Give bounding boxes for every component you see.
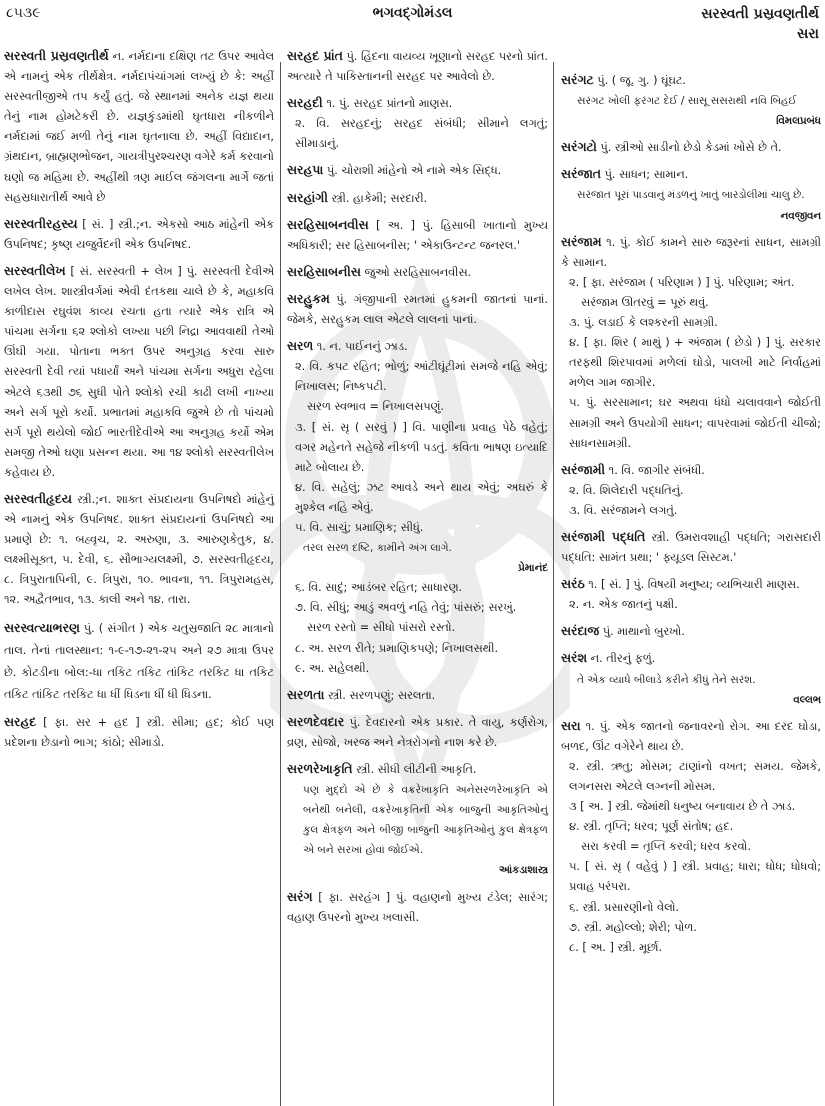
sense: ૬. વિ. સાદું; આડંબર રહિત; સાધારણ. [295,581,463,595]
dictionary-entry [4,261,274,483]
sense: ૨. વિ. શિલેદારી પદ્ધતિનું. [569,483,684,497]
usage-example: સરંજામ ઊતરવું = પૂરું થવું. [581,295,709,309]
dictionary-entry [287,887,548,928]
definition: જુઓ સરહિસાબનવીસ. [360,265,472,279]
headword: સરહિસાબનીસ [287,263,361,279]
sense: ૪. સ્ત્રી. તૃપ્તિ; ધરવ; પૂર્ણ સંતોષ; હદ. [569,820,734,834]
definition: [ સં. ] સ્ત્રી.;ન. એકસો આઠ માંહેની એક ઉપનિષદ; કૃષ્ણ યજુર્વેદની એક ઉપનિષદ. [4,217,274,251]
sense: ૨. ન. એક જાતનું પક્ષી. [569,598,678,612]
sense: ૪. [ ફા. શિર ( માથું ) + અંજામ ( છેડો ) ] પું. સરકાર તરફથી શિરપાવમાં મળેલાં ઘોડો, પાલખી માટે નિર્વાહમાં મળેલ ગામ જાગીર. [569,336,821,390]
quotation: તરલ સરળ દષ્ટિ, કામીને અંગ લાગે. [303,542,452,555]
quotation-source: વલ્લભ [793,693,821,706]
guide-words [701,4,819,44]
definition: પું. દેવદારનો એક પ્રકાર. તે વાયુ, કર્ણરોગ, વ્રણ, સોજો, ખરજ અને નેત્રરોગનો નાશ કરે છે. [287,715,548,749]
sense: ૫. [ સં. સૃ ( વહેવું ) ] સ્ત્રી. પ્રવાહ; ધારા; ધોધ; ધોધવો; પ્રવાહ પરંપરા. [569,860,821,894]
usage-example: સરળ સ્વભાવ = નિખાલસપણું. [307,400,445,414]
quotation-source: વિમલપ્રબંધ [776,115,821,128]
usage-example: સરા કરવી = તૃપ્તિ કરવી; ધરવ કરવો. [581,840,751,854]
definition: પું. માથાનો બુરખો. [599,625,685,639]
dictionary-entry [287,289,548,330]
sense: ૩ [ અ. ] સ્ત્રી. જેમાંથી ધનુષ્ય બનાવાય છે તે ઝાડ. [569,800,796,814]
sense: ૮. [ અ. ] સ્ત્રી. મૂર્છા. [569,940,663,954]
headword: સરંગ [287,888,313,904]
dictionary-entry [287,336,548,679]
definition: સ્ત્રી. સીધી લીટીની આકૃતિ. [352,763,477,776]
usage-example: સરળ રસ્તો = સીધો પાંસરો રસ્તો. [307,621,456,635]
dictionary-entry [287,712,548,753]
page-number: ૮૫૩૯ [6,5,41,21]
headword: સરહદી [287,95,323,111]
definition: ૧. પું. કોઈ કામને સારુ જરૂરનાં સાધન, સામગ્રી કે સામાન. [561,235,821,269]
quotation: પણ મુદ્દો એ છે કે વક્રરેખાકૃતિ અનેસરળરેખાકૃતિ એ બનેથી બનેલી, વક્રરેખાકૃતિની એક બાજુની આકૃતિઓનું કુલ ક્ષેત્રફળ અને બીજી બાજુની આકૃતિઓનું કુલ ક્ષેત્રફળ એ બને સરખાં હોવાં જોઈએ. [303,784,548,857]
headword: સરળતા [287,686,325,702]
dictionary-entry [287,685,548,706]
headword: સરસ્વતીરહસ્ય [4,215,78,231]
headword: સરસ્વતી પ્રસ્રવણતીર્થ [4,48,109,63]
column-1 [4,46,274,759]
quotation: સરંગટ ખોલી ફરંગટ દેઈ / સાસૂ સસરાથી નવિ બિહઈ [577,95,797,108]
sense: ૩. પું. લડાઈ કે લશ્કરની સામગ્રી. [569,316,718,330]
headword: સરંજામી [561,461,606,477]
headword: સરંગટ [561,72,594,87]
column-divider-2 [553,62,554,1106]
column-divider-1 [280,62,281,1106]
definition: [ અ. ] પું. હિસાબી ખાતાનો મુખ્ય અધિકારી; સર હિસાબનીસ; ' એકાઉન્ટન્ટ જનરલ.' [287,218,548,252]
headword: સરંજાત [561,166,601,182]
definition: [ ફા. સરહંગ ] પું. વહાણનો મુખ્ય ટંડેલ; સારંગ; વહાણ ઉપરનો મુખ્ય ખલાસી. [287,890,548,924]
headword: સરા [561,717,581,733]
headword: સરસ્વત્યાભરણ [4,619,80,635]
sense: ૭. વિ. સીધું; આડું અવળું નહિ તેવું; પાંસરું; સરખું. [295,601,517,615]
definition: ૧. પું. એક જાતનો જનાવરનો રોગ. આ દરદ ઘોડા, બળદ, ઊંટ વગેરેને થાય છે. [561,719,821,753]
definition: ન. નર્મદાના દક્ષિણ તટ ઉપર આવેલ એ નામનું એક તીર્થક્ષેત્ર. નર્મદાપંચાંગમાં લખ્યું છે કે: અહીં સરસ્વતીજીએ તપ કર્યું હતું. જે સ્થાનમાં અનેક યજ્ઞ થયા તેનું નામ હોમટેકરી છે. યજ્ઞકુંડમાંથી ઘૃતધારા નીકળીને નર્મદામાં જઈ મળી તેનું નામ ઘૃતનાલા છે. અહીં વિદ્યાદાન, ગ્રંથદાન, બ્રાહ્મણભોજન, ગાયત્રીપુરશ્ચરણ વગેરે કર્મ કરવાનો ઘણો જ મહિમા છે. અહીંથી ત્રણ માઈલ જંગલના માર્ગે જતાં સહસ્રધારાતીર્થ આવે છે [4,50,275,204]
headword: સરંઠ [561,576,585,592]
dictionary-entry [287,215,548,256]
definition: પું. સ્ત્રીઓ સાડીનો છેડો કેડમાં ખોસે છે તે. [596,141,782,155]
definition: પું. ( જૂ. ગુ. ) ઘૂંઘટ. [593,74,687,87]
dictionary-entry [561,621,821,642]
headword: સરળ [287,338,314,354]
dictionary-entry [561,460,821,521]
dictionary-entry [561,137,821,158]
running-title: ભગવદ્ગોમંડલ [372,5,453,21]
dictionary-entry [561,164,821,225]
definition: [ ફા. સર + હદ ] સ્ત્રી. સીમા; હદ; કોઈ પણ પ્રદેશના છેડાનો ભાગ; કાંઠો; સીમાડો. [4,715,274,749]
definition: સ્ત્રી. હાકેમી; સરદારી. [327,191,428,205]
dictionary-entry [561,574,821,615]
sense: ૫. પું. સરસામાન; ઘર અથવા ધંધો ચલાવવાને જોઈતી સામગ્રી અને ઉપયોગી સાધન; વાપરવામાં જોઈતી ચીજો; સાધનસામગ્રી. [569,396,821,450]
sense: ૨. વિ. સરહદનું; સરહદ સંબંધી; સીમાને લગતું; સીમાડાનું. [295,117,548,151]
headword: સરહાંગી [287,189,328,205]
definition: ૧. પું. સરહદ પ્રાંતનો માણસ. [322,97,453,111]
headword: સરસ્વતીલેખ [4,262,66,278]
headword: સરંજામી પદ્ધતિ [561,528,646,544]
dictionary-entry [287,46,548,87]
sense: ૭. સ્ત્રી. મહોલ્લો; શેરી; પોળ. [569,920,697,934]
headword: સરંગટો [561,139,597,155]
dictionary-entry [561,527,821,568]
definition: ૧. ન. પાઈનનું ઝાડ. [313,340,408,354]
definition: સ્ત્રી.;ન. શાક્ત સંપ્રદાયના ઉપનિષદો માંહેનું એ નામનું એક ઉપનિષદ. શાક્ત સંપ્રદાયનાં ઉપનિષદો આ પ્રમાણે છે: ૧. બહ્વૃચ, ૨. અરુણા, ૩. આરુણકેતુક, ૪. લક્ષ્મીસૂક્ત, ૫. દેવી, ૬. સૌભાગ્યલક્ષ્મી, ૭. સરસ્વતીહૃદય, ૮. ત્રિપુરાતાપિની, ૯. ત્રિપુરા, ૧૦. ભાવના, ૧૧. ત્રિપુરામહસ, ૧૨. અદ્વૈતભાવ, ૧૩. કાલી અને ૧૪. તારા. [4,492,274,607]
dictionary-entry [561,648,821,709]
definition: પું. ગંજીપાની રમતમાં હુકમની જાતનાં પાનાં. જેમકે, સરહુકમ લાલ એટલે લાલનાં પાનાં. [287,292,548,327]
headword: સરંદાજ [561,623,600,639]
dictionary-entry [4,617,274,706]
dictionary-entry [4,46,274,208]
dictionary-entry [561,716,821,958]
quotation: સરંજાત પૂરાં પાડવાનું મંડળનું ખાતું બારડોલીમાં ચાલુ છે. [577,189,805,202]
dictionary-entry [287,160,548,181]
dictionary-entry [561,232,821,454]
page-header [0,0,825,40]
headword: સરસ્વતીહૃદય [4,490,72,506]
definition: પું. હિંદના વાયવ્ય ખૂણાનો સરહદ પરનો પ્રાંત. અત્યારે તે પાકિસ્તાનની સરહદ પર આવેલો છે. [287,50,548,84]
dictionary-entry [4,489,274,611]
dictionary-entry [287,759,548,881]
dictionary-entry [287,188,548,209]
sense: ૪. વિ. સહેલું; ઝટ આવડે અને થાય એવું; અઘરું કે મુશ્કેલ નહિ એવું. [295,480,548,514]
quotation: તે એક વ્યાધે બીલાડે કરીને કીધું તેને સરંશ. [577,673,756,686]
definition: [ સં. સરસ્વતી + લેખ ] પું. સરસ્વતી દેવીએ લખેલ લેખ. શાસ્ત્રીવર્ગમાં એવી દંતકથા ચાલે છે કે, મહાકવિ કાળીદાસ રઘુવંશ કાવ્ય રચતા હતા ત્યારે એક રાત્રિ એ પાંચમા સર્ગના ૬૨ શ્લોકો લખ્યા પછી નિદ્રા આવવાથી તેઓ ઊંઘી ગયા. પોતાના ભક્ત ઉપર અનુગ્રહ કરવા સારુ સરસ્વતી દેવી ત્યાં પધાર્યાં અને પાંચમા સર્ગના અધુરા રહેલા એટલે ૬૩થી ૭૬ સુધી પોતે શ્લોકો રચી કાઢી લખી નાખ્યા અને સર્ગ પૂરો કર્યો. પ્રભાતમાં મહાકવિ જુએ છે તો પાંચમો સર્ગ પૂરો થયેલો જોઈ ભારતીદેવીએ આ અનુગ્રહ કર્યો એમ સમજી તેઓ ઘણા પ્રસન્ન થયા. આ ૧૪ શ્લોકો સરસ્વતીલેખ કહેવાય છે. [4,264,274,479]
guide-word-last: સરા [796,26,819,42]
headword: સરળરેખાકૃતિ [287,761,353,776]
definition: ૧. વિ. જાગીર સંબંધી. [605,463,705,477]
sense: ૩. વિ. સરંજામને લગતું. [569,503,678,517]
headword: સરહદ [4,713,37,729]
definition: પું. ચોરાશી માંહેનો એ નામે એક સિદ્ધ. [323,164,502,178]
headword: સરહપા [287,162,324,178]
sense: ૩. [ સં. સૃ ( સરવું ) ] વિ. પાણીના પ્રવાહ પેઠે વહેતું; વગર મહેનતે સહેજે નીકળી પડતું. કવિતા ભાષણ ઇત્યાદિ માટે બોલાય છે. [295,420,548,474]
sense: ૨. વિ. કપટ રહિત; ભોળું; આંટીઘૂંટીમાં સમજે નહિ એવું; નિખાલસ; નિષ્કપટી. [295,360,548,394]
sense: ૨. સ્ત્રી. ઋતુ; મોસમ; ટાણાંનો વખત; સમય. જેમકે, લગનસરા એટલે લગ્નની મોસમ. [569,759,821,793]
dictionary-entry [4,214,274,255]
headword: સરંશ [561,650,587,666]
headword: સરહુકમ [287,290,330,306]
dictionary-entry [561,70,821,131]
definition: ૧. [ સં. ] પું. વિષયી મનુષ્ય; વ્યભિચારી માણસ. [584,578,800,592]
definition: સ્ત્રી. ઉમરાવશાહી પદ્ધતિ; ગરાસદારી પદ્ધતિ: સામંત પ્રથા; ' ફ્યૂડલ સિસ્ટમ.' [561,530,821,565]
sense: ૮. અ. સરળ રીતે; પ્રમાણિકપણે; નિખાલસથી. [295,641,499,655]
headword: સરંજામ [561,233,602,249]
sense: ૫. વિ. સાચું; પ્રમાણિક; સીધું. [295,520,424,534]
quotation-source: આંકડાશાસ્ત્ર [498,864,548,877]
definition: પું. સાધન; સામાન. [600,168,689,182]
sense: ૯. અ. સહેલથી. [295,661,370,675]
dictionary-entry [287,262,548,283]
definition: પું. ( સંગીત ) એક ચતુસ્રજાતિ ૨૮ માત્રાનો તાલ. તેનાં તાલસ્થાન: ૧-૯-૧૭-૨૧-૨૫ અને ૨૭ માત્રા ઉપર છે. કોટડીના બોલ:-ધા તકિટ તકિટ તાંકિટ તરકિટ ધા તકિટ તકિટ તાંકિટ તરકિટ ધા ધીં ધિડના ધીં ધી ધિડના. [4,621,274,701]
headword: સરહિસાબનવીસ [287,216,369,232]
dictionary-entry [287,93,548,154]
dictionary-entry [4,712,274,753]
headword: સરહદ પ્રાંત [287,48,343,63]
definition: સ્ત્રી. સરળપણું; સરલતા. [324,688,436,702]
sense: ૬. સ્ત્રી. પ્રસારણીનો વેલો. [569,900,680,914]
quotation-source: પ્રેમાનંદ [518,562,548,575]
column-2 [287,46,548,934]
column-3 [561,70,821,964]
headword: સરળદેવદાર [287,713,345,729]
guide-word-first: સરસ્વતી પ્રસ્રવણતીર્થ [701,6,819,22]
quotation-source: નવજીવન [780,209,821,222]
sense: ૨. [ ફા. સરંજામ ( પરિણામ ) ] પું. પરિણામ; અંત. [569,275,795,289]
definition: ન. તીરનું ફળું. [587,652,656,666]
